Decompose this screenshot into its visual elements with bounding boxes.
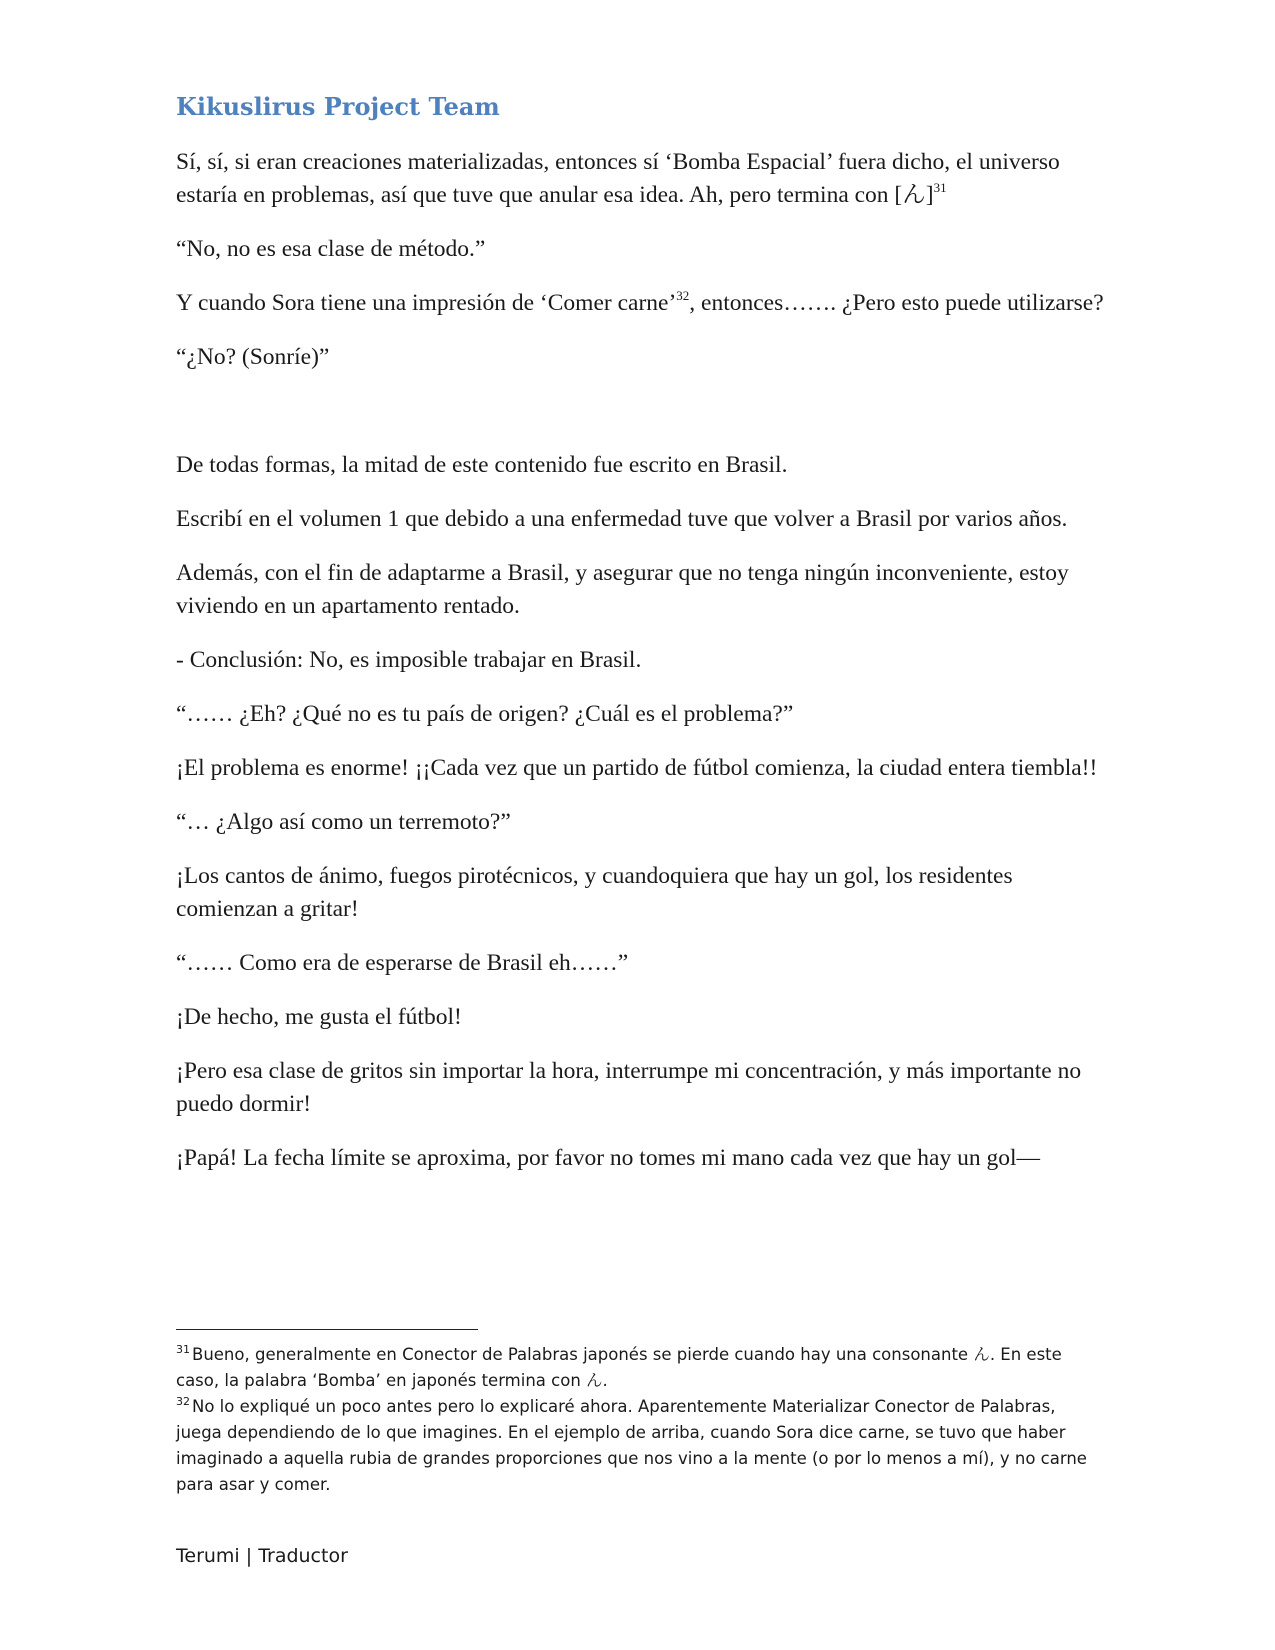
footnote-ref: 32 bbox=[676, 288, 690, 303]
blank-line bbox=[176, 395, 1106, 449]
header-title: Kikuslirus Project Team bbox=[176, 92, 500, 121]
paragraph: Además, con el fin de adaptarme a Brasil, y asegurar que no tenga ningún inconveniente, estoy viviendo en un apartamento rentado. bbox=[176, 560, 1069, 619]
paragraph: ¡Pero esa clase de gritos sin importar la hora, interrumpe mi concentración, y más importante no puedo dormir! bbox=[176, 1058, 1082, 1117]
footnotes bbox=[176, 1342, 1106, 1498]
footnote bbox=[176, 1342, 1106, 1394]
paragraph-text: , entonces……. ¿Pero esto puede utilizarse? bbox=[689, 290, 1104, 316]
page-footer: Terumi | Traductor bbox=[176, 1545, 348, 1567]
paragraph: Escribí en el volumen 1 que debido a una enfermedad tuve que volver a Brasil por varios años. bbox=[176, 506, 1068, 532]
paragraph: - Conclusión: No, es imposible trabajar en Brasil. bbox=[176, 647, 642, 673]
paragraph-text: Y cuando Sora tiene una impresión de ‘Comer carne’ bbox=[176, 290, 677, 316]
paragraph: “No, no es esa clase de método.” bbox=[176, 236, 486, 262]
paragraph: ¡De hecho, me gusta el fútbol! bbox=[176, 1004, 462, 1030]
paragraph: ¡El problema es enorme! ¡¡Cada vez que un partido de fútbol comienza, la ciudad entera tiembla!! bbox=[176, 755, 1098, 781]
paragraph: “…… ¿Eh? ¿Qué no es tu país de origen? ¿Cuál es el problema?” bbox=[176, 701, 794, 727]
paragraph: De todas formas, la mitad de este contenido fue escrito en Brasil. bbox=[176, 452, 788, 478]
footnote-number: 32 bbox=[176, 1395, 190, 1408]
paragraph: ¡Los cantos de ánimo, fuegos pirotécnicos, y cuandoquiera que hay un gol, los residentes comienzan a gritar! bbox=[176, 863, 1013, 922]
footnote bbox=[176, 1394, 1106, 1498]
paragraph bbox=[176, 287, 1106, 320]
footnote-separator bbox=[176, 1329, 478, 1330]
paragraph bbox=[176, 146, 1106, 212]
footnote-number: 31 bbox=[176, 1343, 190, 1356]
paragraph-text: Sí, sí, si eran creaciones materializadas, entonces sí ‘Bomba Espacial’ fuera dicho, el universo estaría en problemas, así que tuve que anular esa idea. Ah, pero termina con [ん] bbox=[176, 149, 1060, 208]
footnote-ref: 31 bbox=[933, 180, 947, 195]
paragraph: “¿No? (Sonríe)” bbox=[176, 344, 330, 370]
paragraph: “… ¿Algo así como un terremoto?” bbox=[176, 809, 511, 835]
paragraph: ¡Papá! La fecha límite se aproxima, por favor no tomes mi mano cada vez que hay un gol— bbox=[176, 1145, 1040, 1171]
paragraph: “…… Como era de esperarse de Brasil eh……” bbox=[176, 950, 629, 976]
footnote-text: No lo expliqué un poco antes pero lo explicaré ahora. Aparentemente Materializar Conector de Palabras, juega dependiendo de lo que imagines. En el ejemplo de arriba, cuando Sora dice carne, se tuvo que haber imaginado a aquella rubia de grandes proporciones que nos vino a la mente (o por lo menos a mí), y no carne para asar y comer. bbox=[176, 1397, 1087, 1494]
footnote-text: Bueno, generalmente en Conector de Palabras japonés se pierde cuando hay una consonante ん. En este caso, la palabra ‘Bomba’ en japonés termina con ん. bbox=[176, 1345, 1062, 1390]
body-text bbox=[176, 146, 1106, 1196]
